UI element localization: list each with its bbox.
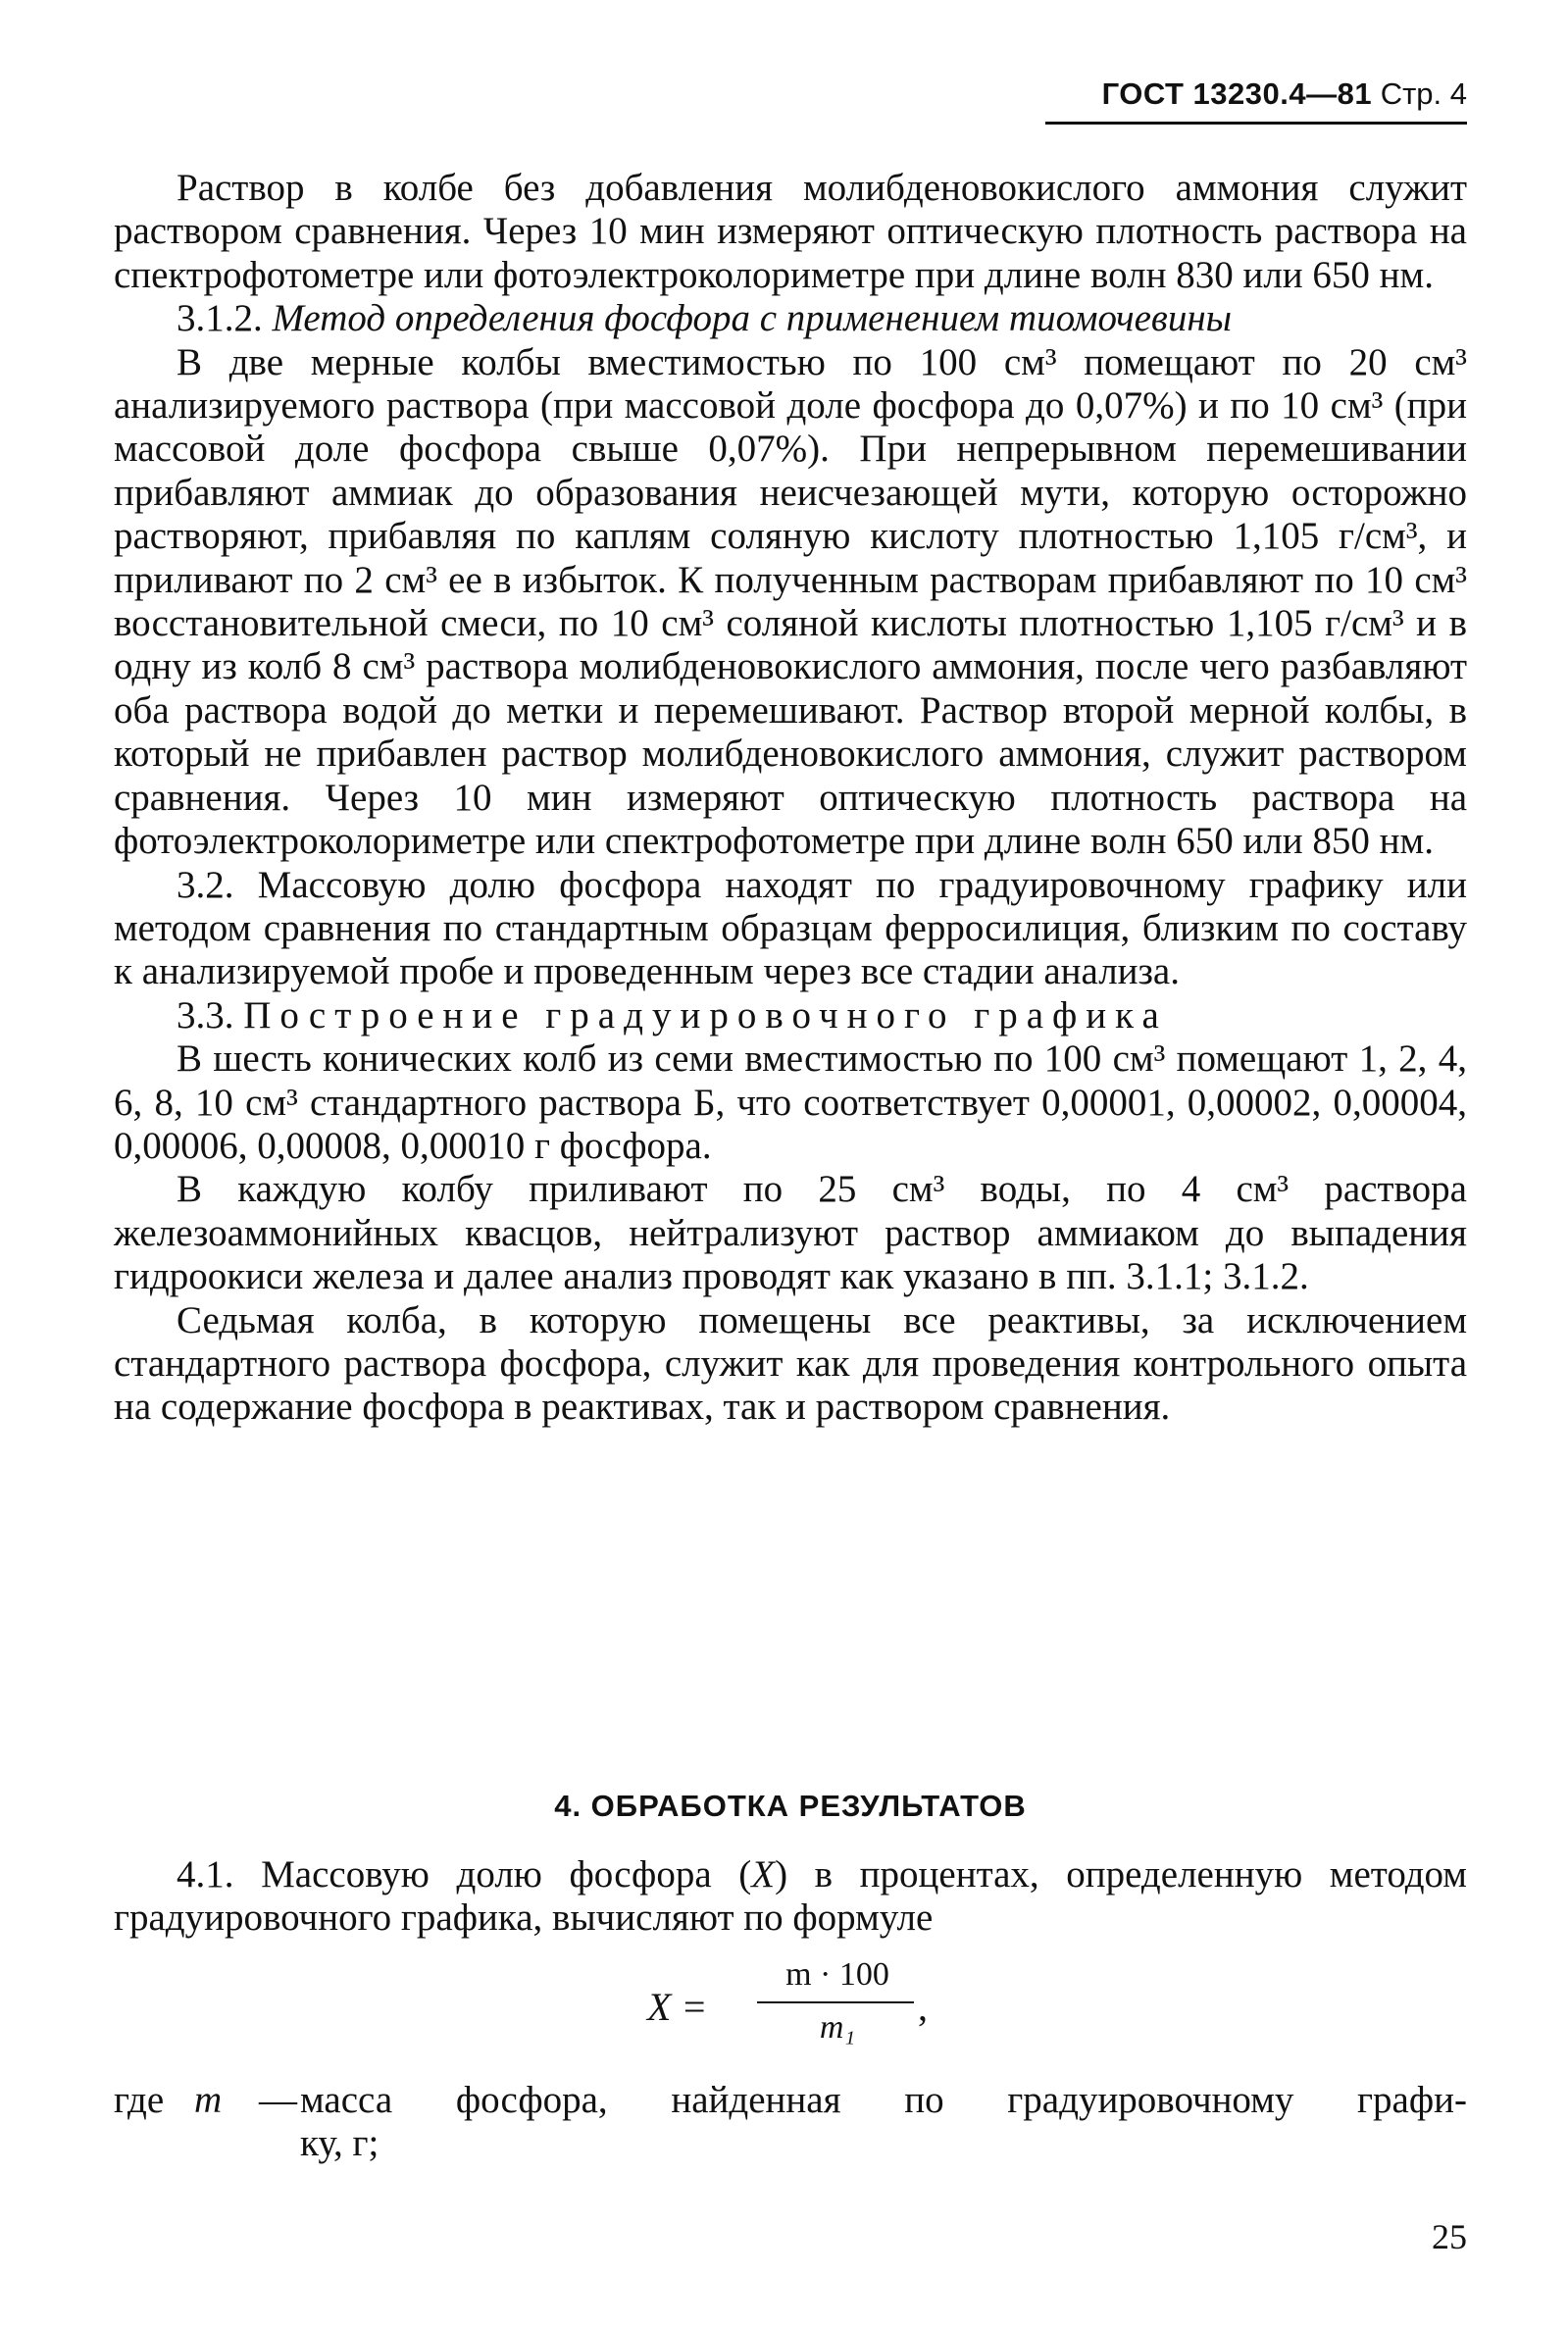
subsection-heading: [114, 297, 1467, 340]
subsection-heading: [114, 994, 1467, 1037]
subsection-number: 3.1.2.: [177, 297, 263, 340]
where-description-cont: ку, г;: [300, 2122, 379, 2165]
where-symbol: m: [194, 2079, 223, 2121]
paragraph: [114, 1853, 1467, 1941]
text-run: 4.1. Массовую долю фосфора (: [177, 1853, 752, 1896]
section-4-text: [114, 1853, 1467, 1941]
subsection-number: 3.3.: [177, 993, 234, 1037]
formula-numerator: m · 100: [785, 1956, 889, 1993]
paragraph: В шесть конических колб из семи вместимостью по 100 см³ помещают 1, 2, 4, 6, 8, 10 см³ стандартного раствора Б, что соответствует 0,00001, 0,00002, 0,00004, 0,00006, 0,00008, 0,00010 г фосфора.: [114, 1037, 1467, 1167]
standard-number: ГОСТ 13230.4—81: [1101, 76, 1373, 111]
subsection-title: Построение градуировочного графика: [243, 993, 1168, 1037]
formula-denominator: m₁: [819, 2009, 856, 2046]
body-text: [114, 167, 1467, 1430]
subsection-title: Метод определения фосфора с применением тиомочевины: [272, 297, 1233, 340]
fraction-bar: [757, 2001, 914, 2003]
paragraph: Раствор в колбе без добавления молибденовокислого аммония служит раствором сравнения. Через 10 мин измеряют оптическую плотность раствора на спектрофотометре или фотоэлектроколориметре при длине волн 830 или 650 нм.: [114, 167, 1467, 296]
paragraph: Седьмая колба, в которую помещены все реактивы, за исключением стандартного раствора фосфора, служит как для проведения контрольного опыта на содержание фосфора в реактивах, так и раствором сравнения.: [114, 1298, 1467, 1429]
where-row: [114, 2122, 1467, 2165]
variable-x: X: [751, 1853, 776, 1896]
formula-comma: ,: [918, 1985, 928, 2029]
where-keyword: где: [114, 2079, 165, 2121]
header-rule: [1045, 122, 1467, 125]
page-number: 25: [1432, 2217, 1467, 2256]
paragraph: В две мерные колбы вместимостью по 100 см³ помещают по 20 см³ анализируемого раствора (при массовой доле фосфора до 0,07%) и по 10 см³ (при массовой доле фосфора свыше 0,07%). При непрерывном перемешивании прибавляют аммиак до образования неисчезающей мути, которую осторожно растворяют, прибавляя по каплям соляную кислоту плотностью 1,105 г/см³, и приливают по 2 см³ ее в избыток. К полученным растворам прибавляют по 10 см³ восстановительной смеси, по 10 см³ соляной кислоты плотностью 1,105 г/см³ и в одну из колб 8 см³ раствора молибденовокислого аммония, после чего разбавляют оба раствора водой до метки и перемешивают. Раствор второй мерной колбы, в который не прибавлен раствор молибденовокислого аммония, служит раствором сравнения. Через 10 мин измеряют оптическую плотность раствора на фотоэлектроколориметре или спектрофотометре при длине волн 650 или 850 нм.: [114, 340, 1467, 863]
formula-lhs: X =: [647, 1985, 708, 2029]
where-dash: —: [259, 2079, 297, 2121]
where-description: масса фосфора, найденная по градуировочному графи-: [300, 2079, 1467, 2121]
page-header: [1045, 73, 1467, 127]
section-title: 4. ОБРАБОТКА РЕЗУЛЬТАТОВ: [554, 1789, 1027, 1823]
paragraph: 3.2. Массовую долю фосфора находят по градуировочному графику или методом сравнения по стандартным образцам ферросилиция, близким по составу к анализируемой пробе и проведенным через все стадии анализа.: [114, 863, 1467, 993]
page-label: Стр. 4: [1380, 76, 1467, 111]
paragraph: В каждую колбу приливают по 25 см³ воды, по 4 см³ раствора железоаммонийных квасцов, нейтрализуют раствор аммиаком до выпадения гидроокиси железа и далее анализ проводят как указано в пп. 3.1.1; 3.1.2.: [114, 1168, 1467, 1298]
text-run: ) в процентах, определенную методом градуировочного графика, вычисляют по формуле: [114, 1853, 1467, 1940]
formula: [628, 1956, 981, 2054]
where-clause: [114, 2079, 1467, 2166]
where-row: [114, 2079, 1467, 2122]
